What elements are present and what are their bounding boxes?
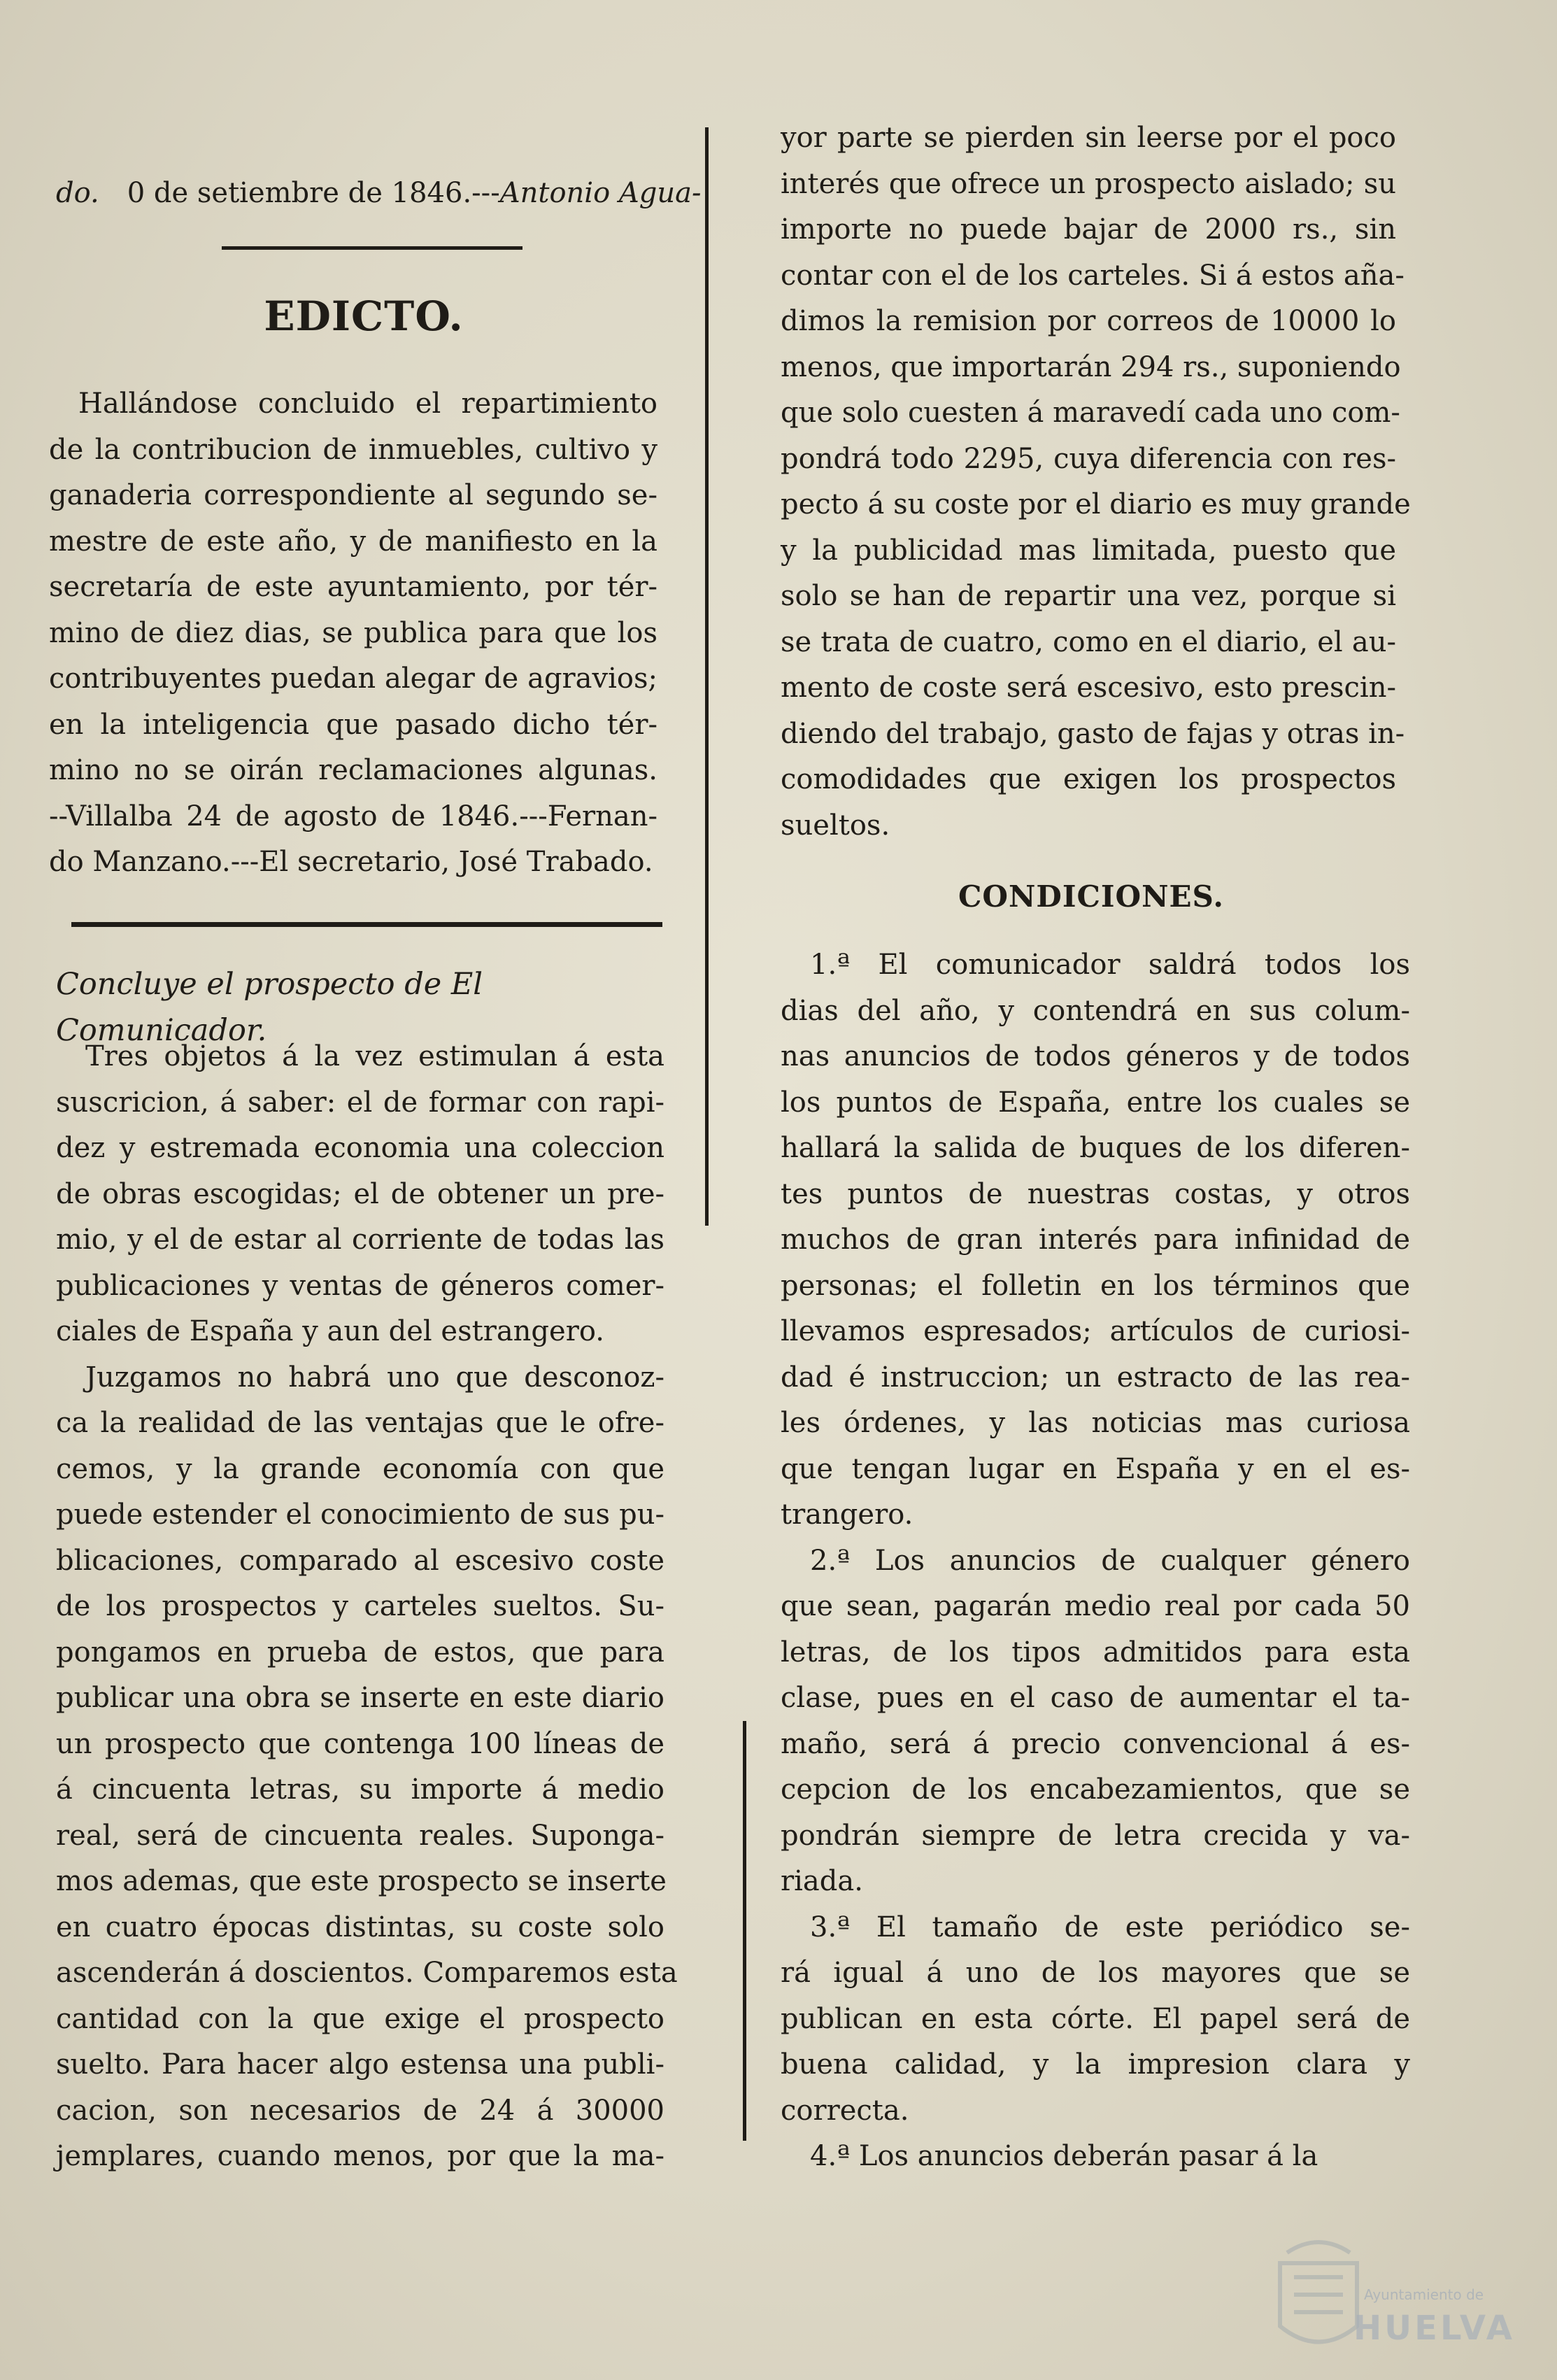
text-line: menos, que importarán 294 rs., suponiendo [781, 350, 1401, 383]
text-line: dias del año, y contendrá en sus colum- [781, 994, 1410, 1027]
text-line: interés que ofrece un prospecto aislado; su [781, 167, 1396, 200]
text-line: en cuatro épocas distintas, su coste solo [56, 1911, 664, 1943]
edict-title: EDICTO. [264, 292, 464, 340]
text-line: real, será de cincuenta reales. Suponga- [56, 1819, 664, 1852]
text-line: cepcion de los encabezamientos, que se [781, 1773, 1410, 1806]
text-line: clase, pues en el caso de aumentar el ta- [781, 1682, 1410, 1714]
text-line: 2.ª Los anuncios de cualquer género [810, 1544, 1410, 1577]
prospect-heading: Concluye el prospecto de El Comunicador. [56, 967, 483, 1048]
text-line: letras, de los tipos admitidos para esta [781, 1636, 1410, 1669]
text-line: trangero. [781, 1499, 913, 1531]
text-line: contribuyentes puedan alegar de agravios; [49, 663, 657, 695]
text-line: cantidad con la que exige el prospecto [56, 2002, 664, 2035]
text-line: buena calidad, y la impresion clara y [781, 2048, 1410, 2081]
text-line: en la inteligencia que pasado dicho tér- [49, 708, 657, 741]
prospect-body [56, 1034, 678, 2180]
column-divider-top [705, 127, 709, 1226]
text-line: ganaderia correspondiente al segundo se- [49, 479, 657, 511]
text-line: --Villalba 24 de agosto de 1846.---Fernan- [49, 800, 657, 833]
separator-double [71, 922, 662, 927]
text-line: comodidades que exigen los prospectos [781, 763, 1396, 795]
text-line: pondrán siempre de letra crecida y va- [781, 1819, 1410, 1852]
text-line: publican en esta córte. El papel será de [781, 2002, 1410, 2035]
text-line: llevamos espresados; artículos de curiosi- [781, 1315, 1410, 1347]
opening-line-2: do. [56, 176, 99, 209]
text-line: pecto á su coste por el diario es muy grande [781, 488, 1411, 520]
text-line: los puntos de España, entre los cuales se [781, 1086, 1410, 1119]
text-line: cemos, y la grande economía con que [56, 1452, 664, 1485]
text-line: se trata de cuatro, como en el diario, el au- [781, 625, 1396, 658]
text-line: cacion, son necesarios de 24 á 30000 [56, 2094, 664, 2127]
text-line: publicar una obra se inserte en este diario [56, 1682, 664, 1714]
text-line: do Manzano.---El secretario, José Trabado. [49, 846, 653, 878]
text-line: maño, será á precio convencional á es- [781, 1727, 1410, 1760]
text-line: riada. [781, 1865, 863, 1897]
text-line: Juzgamos no habrá uno que desconoz- [85, 1361, 664, 1394]
text-line: dez y estremada economia una coleccion [56, 1132, 664, 1164]
text-line: tes puntos de nuestras costas, y otros [781, 1177, 1410, 1210]
text-line: puede estender el conocimiento de sus pu- [56, 1499, 664, 1531]
text-line: ca la realidad de las ventajas que le ofre- [56, 1407, 664, 1439]
text-line: mos ademas, que este prospecto se inserte [56, 1865, 667, 1897]
text-line: diendo del trabajo, gasto de fajas y otras in- [781, 717, 1405, 750]
separator-short [222, 246, 522, 250]
text-line: que solo cuesten á maravedí cada uno com- [781, 397, 1400, 429]
text-line: pongamos en prueba de estos, que para [56, 1636, 664, 1669]
watermark-large-text: HUELVA [1353, 2309, 1515, 2348]
conditions-body [781, 942, 1410, 2180]
text-line: les órdenes, y las noticias mas curiosa [781, 1407, 1410, 1439]
text-line: 3.ª El tamaño de este periódico se- [810, 1911, 1410, 1943]
text-line: importe no puede bajar de 2000 rs., sin [781, 213, 1396, 246]
text-line: 4.ª Los anuncios deberán pasar á la [810, 2140, 1318, 2172]
opening-text [56, 125, 702, 216]
text-line: mino de diez dias, se publica para que los [49, 616, 657, 649]
text-line: suscricion, á saber: el de formar con rapi- [56, 1086, 664, 1119]
opening-signature: Antonio Agua- [499, 176, 702, 209]
text-line: Tres objetos á la vez estimulan á esta [85, 1040, 664, 1072]
text-line: y la publicidad mas limitada, puesto que [781, 534, 1396, 567]
text-line: yor parte se pierden sin leerse por el poco [781, 122, 1396, 154]
right-top-text [781, 115, 1411, 849]
text-line: mento de coste será escesivo, esto prescin- [781, 672, 1396, 704]
column-divider-bottom [743, 1721, 746, 2141]
text-line: de obras escogidas; el de obtener un pre- [56, 1177, 664, 1210]
opening-date: 0 de setiembre de 1846.--- [127, 176, 500, 209]
text-line: ascenderán á doscientos. Comparemos esta [56, 1957, 678, 1989]
conditions-title: CONDICIONES. [958, 879, 1224, 914]
text-line: secretaría de este ayuntamiento, por tér- [49, 571, 657, 603]
text-line: de los prospectos y carteles sueltos. Su- [56, 1590, 664, 1622]
text-line: dimos la remision por correos de 10000 lo [781, 305, 1396, 337]
text-line: nas anuncios de todos géneros y de todos [781, 1040, 1410, 1072]
edict-body [49, 381, 657, 886]
text-line: publicaciones y ventas de géneros comer- [56, 1269, 664, 1302]
text-line: blicaciones, comparado al escesivo coste [56, 1544, 664, 1577]
text-line: personas; el folletin en los términos que [781, 1269, 1410, 1302]
watermark-small-text: Ayuntamiento de [1364, 2286, 1484, 2303]
text-line: 1.ª El comunicador saldrá todos los [810, 949, 1410, 981]
text-line: hallará la salida de buques de los diferen- [781, 1132, 1410, 1164]
text-line: Hallándose concluido el repartimiento [78, 388, 657, 420]
text-line: rá igual á uno de los mayores que se [781, 1957, 1410, 1989]
text-line: muchos de gran interés para infinidad de [781, 1224, 1410, 1256]
text-line: un prospecto que contenga 100 líneas de [56, 1727, 664, 1760]
text-line: solo se han de repartir una vez, porque si [781, 580, 1396, 612]
text-line: de la contribucion de inmuebles, cultivo y [49, 433, 657, 466]
text-line: mino no se oirán reclamaciones algunas. [49, 754, 657, 786]
text-line: pondrá todo 2295, cuya diferencia con res- [781, 442, 1396, 475]
text-line: jemplares, cuando menos, por que la ma- [56, 2140, 664, 2172]
text-line: ciales de España y aun del estrangero. [56, 1315, 604, 1347]
text-line: mestre de este año, y de manifiesto en la [49, 525, 657, 558]
text-line: correcta. [781, 2094, 909, 2127]
text-line: dad é instruccion; un estracto de las rea- [781, 1361, 1410, 1394]
text-line: suelto. Para hacer algo estensa una publi- [56, 2048, 664, 2081]
text-line: á cincuenta letras, su importe á medio [56, 1773, 664, 1806]
text-line: contar con el de los carteles. Si á estos aña- [781, 259, 1405, 292]
text-line: sueltos. [781, 809, 890, 842]
text-line: mio, y el de estar al corriente de todas las [56, 1224, 664, 1256]
text-line: que sean, pagarán medio real por cada 50 [781, 1590, 1410, 1622]
text-line: que tengan lugar en España y en el es- [781, 1452, 1410, 1485]
